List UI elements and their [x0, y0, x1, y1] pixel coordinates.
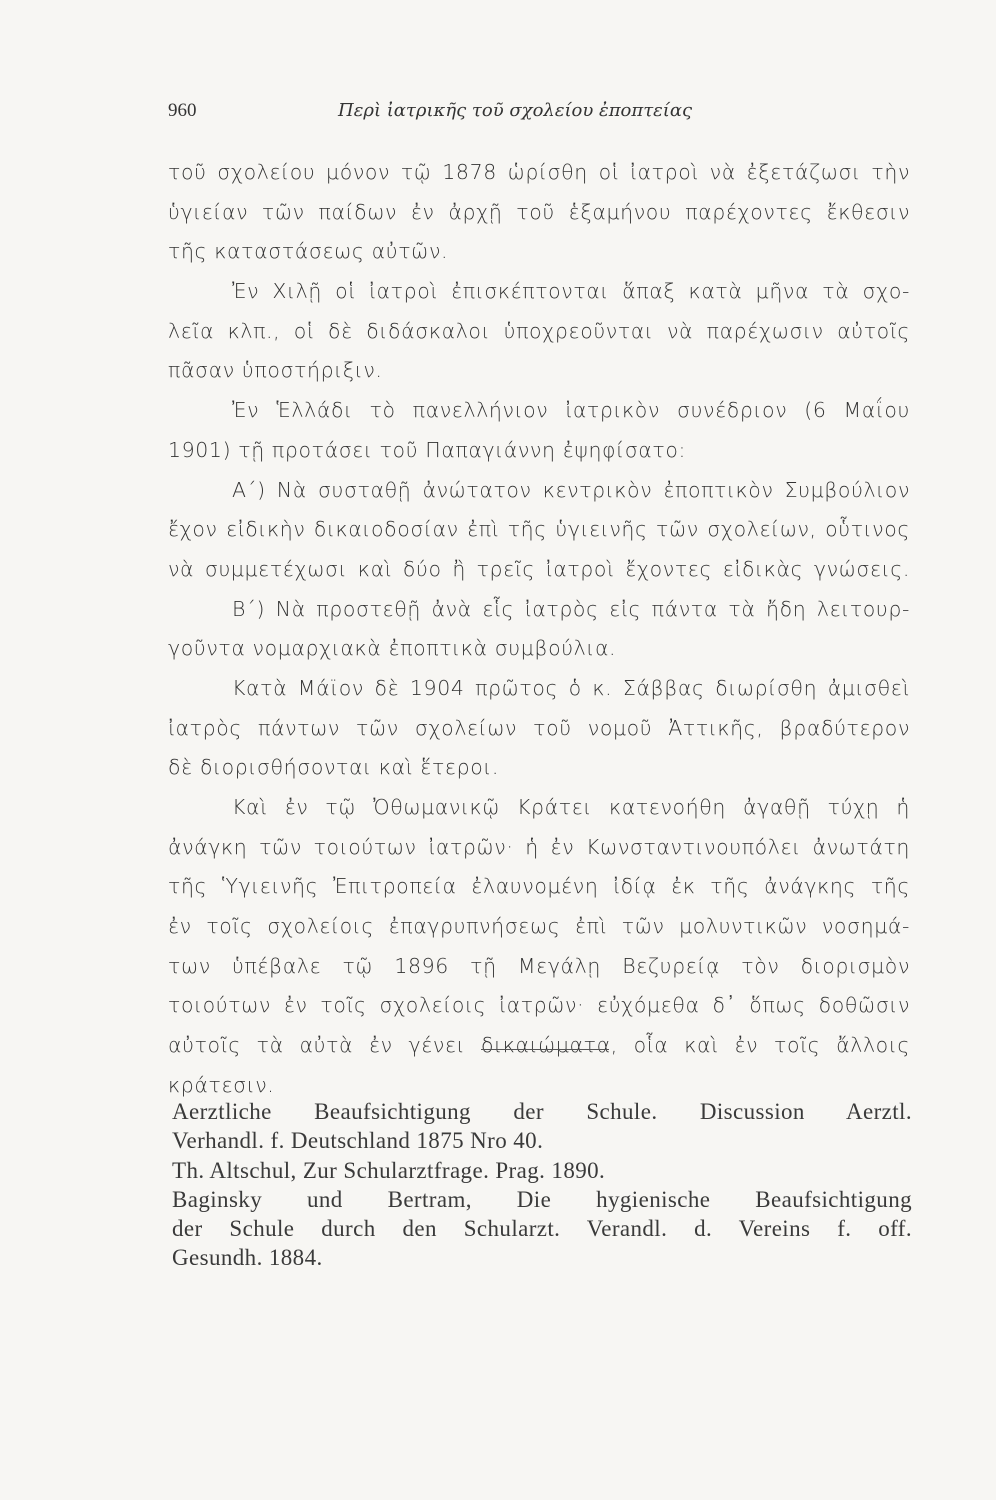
body-line: τῆς Ὑγιεινῆς Ἐπιτροπεία ἐλαυνομένη ἰδίᾳ ἐκ τῆς ἀνάγκης τῆς	[168, 874, 910, 899]
body-line: Καὶ ἐν τῷ Ὀθωμανικῷ Κράτει κατενοήθη ἀγαθῇ τύχῃ ἡ	[232, 795, 910, 819]
reference-line: der Schule durch den Schularzt. Verandl. d. Vereins f. off.	[172, 1216, 912, 1242]
body-line: Ἐν Ἑλλάδι τὸ πανελλήνιον ἰατρικὸν συνέδριον (6 Μαΐου	[232, 398, 910, 423]
page-number: 960	[168, 100, 197, 121]
body-line: τοιούτων ἐν τοῖς σχολείοις ἰατρῶν· εὐχόμεθα δ᾽ ὅπως δοθῶσιν	[168, 993, 910, 1018]
body-line: ἰατρὸς πάντων τῶν σχολείων τοῦ νομοῦ Ἀττικῆς, βραδύτερον	[168, 715, 910, 740]
page-header	[168, 100, 908, 130]
reference-line: Gesundh. 1884.	[172, 1245, 323, 1271]
body-line: τοῦ σχολείου μόνον τῷ 1878 ὡρίσθη οἱ ἰατροὶ νὰ ἐξετάζωσι τὴν	[168, 160, 910, 184]
body-line: τῆς καταστάσεως αὐτῶν.	[168, 239, 449, 264]
body-line: των ὑπέβαλε τῷ 1896 τῇ Μεγάλῃ Βεζυρείᾳ τὸν διορισμὸν	[168, 953, 910, 978]
body-text	[168, 153, 910, 1106]
body-line: ἀνάγκη τῶν τοιούτων ἰατρῶν· ἡ ἐν Κωνσταντινουπόλει ἀνωτάτη	[168, 834, 910, 859]
body-line: πᾶσαν ὑποστήριξιν.	[168, 358, 383, 383]
body-line: Κατὰ Μάϊον δὲ 1904 πρῶτος ὁ κ. Σάββας διωρίσθη ἀμισθεὶ	[232, 675, 910, 700]
body-line: ἔχον εἰδικὴν δικαιοδοσίαν ἐπὶ τῆς ὑγιεινῆς τῶν σχολείων, οὗτινος	[168, 517, 910, 542]
body-line: κράτεσιν.	[168, 1072, 275, 1097]
section-separator	[481, 1049, 609, 1050]
body-line: Ἐν Χιλῇ οἱ ἰατροὶ ἐπισκέπτονται ἅπαξ κατὰ μῆνα τὰ σχο-	[232, 279, 910, 304]
reference-line: Th. Altschul, Zur Schularztfrage. Prag. 1890.	[172, 1157, 606, 1183]
body-line: γοῦντα νομαρχιακὰ ἐποπτικὰ συμβούλια.	[168, 636, 617, 661]
references-list	[172, 1097, 912, 1273]
running-title: Περὶ ἰατρικῆς τοῦ σχολείου ἐποπτείας	[338, 100, 693, 121]
body-line: ἐν τοῖς σχολείοις ἐπαγρυπνήσεως ἐπὶ τῶν μολυντικῶν νοσημά-	[168, 914, 910, 939]
body-line: Α΄) Νὰ συσταθῇ ἀνώτατον κεντρικὸν ἐποπτικὸν Συμβούλιον	[232, 477, 910, 502]
body-line: νὰ συμμετέχωσι καὶ δύο ἢ τρεῖς ἰατροὶ ἔχοντες εἰδικὰς γνώσεις.	[168, 556, 910, 581]
reference-line: Verhandl. f. Deutschland 1875 Nro 40.	[172, 1128, 544, 1154]
body-line: δὲ διορισθήσονται καὶ ἕτεροι.	[168, 755, 499, 780]
body-line: Β΄) Νὰ προστεθῇ ἀνὰ εἷς ἰατρὸς εἰς πάντα τὰ ἤδη λειτουρ-	[232, 596, 910, 621]
body-line: αὐτοῖς τὰ αὐτὰ ἐν γένει δικαιώματα, οἷα καὶ ἐν τοῖς ἄλλοις	[168, 1033, 910, 1058]
body-line: 1901) τῇ προτάσει τοῦ Παπαγιάννη ἐψηφίσατο:	[168, 437, 687, 462]
body-line: λεῖα κλπ., οἱ δὲ διδάσκαλοι ὑποχρεοῦνται νὰ παρέχωσιν αὐτοῖς	[168, 318, 910, 343]
body-line: ὑγιείαν τῶν παίδων ἐν ἀρχῇ τοῦ ἑξαμήνου παρέχοντες ἔκθεσιν	[168, 199, 910, 224]
reference-line: Aerztliche Beaufsichtigung der Schule. Discussion Aerztl.	[172, 1099, 912, 1124]
reference-line: Baginsky und Bertram, Die hygienische Beaufsichtigung	[172, 1186, 912, 1212]
